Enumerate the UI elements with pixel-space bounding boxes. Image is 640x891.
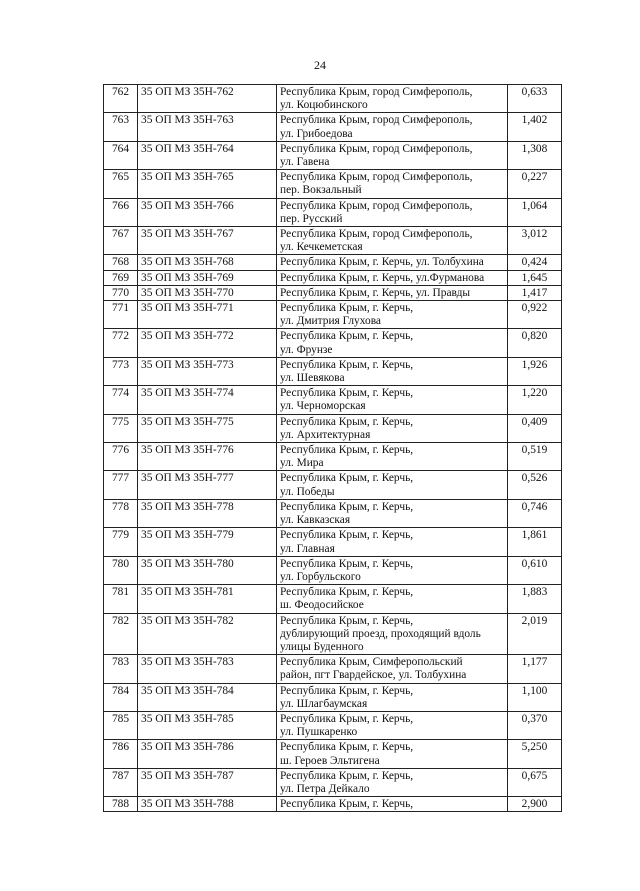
address-line: ул. Главная	[280, 542, 335, 555]
row-number: 781	[104, 585, 138, 613]
table-row	[104, 414, 562, 442]
address-line: ул. Гавена	[280, 156, 330, 169]
road-address	[277, 768, 508, 796]
address-line: Республика Крым, г. Керчь,	[280, 387, 414, 400]
address-line: ул. Кавказская	[280, 514, 351, 527]
table-row	[104, 386, 562, 414]
road-length: 5,250	[508, 740, 562, 768]
address-line: ш. Героев Эльтигена	[280, 754, 380, 767]
address-line: ул. Архитектурная	[280, 428, 371, 441]
road-code: 35 ОП МЗ 35Н-772	[138, 329, 277, 357]
road-address	[277, 198, 508, 226]
road-address	[277, 613, 508, 655]
road-length: 1,417	[508, 285, 562, 300]
road-code: 35 ОП МЗ 35Н-784	[138, 683, 277, 711]
road-address	[277, 227, 508, 255]
row-number: 783	[104, 655, 138, 683]
road-length: 1,100	[508, 683, 562, 711]
road-address	[277, 528, 508, 556]
road-length: 0,370	[508, 711, 562, 739]
table-row	[104, 740, 562, 768]
road-code: 35 ОП МЗ 35Н-785	[138, 711, 277, 739]
row-number: 772	[104, 329, 138, 357]
address-line: Республика Крым, г. Керчь, ул.Фурманова	[280, 271, 485, 284]
address-line: ул. Победы	[280, 485, 335, 498]
road-length: 1,861	[508, 528, 562, 556]
address-line: Республика Крым, г. Керчь,	[280, 798, 414, 811]
address-line: ул. Коцюбинского	[280, 99, 368, 112]
row-number: 762	[104, 85, 138, 113]
row-number: 766	[104, 198, 138, 226]
road-code: 35 ОП МЗ 35Н-786	[138, 740, 277, 768]
roads-table-body	[104, 85, 562, 812]
table-row	[104, 528, 562, 556]
address-line: ш. Феодосийское	[280, 599, 364, 612]
table-row	[104, 85, 562, 113]
table-row	[104, 301, 562, 329]
road-address	[277, 711, 508, 739]
address-line: Республика Крым, город Симферополь,	[280, 142, 473, 155]
road-length: 1,064	[508, 198, 562, 226]
road-code: 35 ОП МЗ 35Н-771	[138, 301, 277, 329]
address-line: ул. Пушкаренко	[280, 726, 358, 739]
table-row	[104, 797, 562, 812]
road-address	[277, 443, 508, 471]
address-line: ул. Грибоедова	[280, 127, 353, 140]
row-number: 773	[104, 357, 138, 385]
table-row	[104, 613, 562, 655]
address-line: Республика Крым, город Симферополь,	[280, 228, 473, 241]
address-line: Республика Крым, г. Керчь,	[280, 529, 414, 542]
road-code: 35 ОП МЗ 35Н-770	[138, 285, 277, 300]
table-row	[104, 683, 562, 711]
table-row	[104, 170, 562, 198]
row-number: 779	[104, 528, 138, 556]
road-address	[277, 85, 508, 113]
road-length: 0,227	[508, 170, 562, 198]
row-number: 767	[104, 227, 138, 255]
row-number: 771	[104, 301, 138, 329]
address-line: Республика Крым, г. Керчь,	[280, 330, 414, 343]
address-line: Республика Крым, г. Керчь,	[280, 684, 414, 697]
table-row	[104, 499, 562, 527]
table-row	[104, 768, 562, 796]
road-address	[277, 285, 508, 300]
table-row	[104, 443, 562, 471]
road-length: 0,409	[508, 414, 562, 442]
address-line: Республика Крым, г. Керчь,	[280, 614, 414, 627]
road-code: 35 ОП МЗ 35Н-773	[138, 357, 277, 385]
address-line: Республика Крым, г. Керчь,	[280, 712, 414, 725]
address-line: ул. Дмитрия Глухова	[280, 315, 381, 328]
road-code: 35 ОП МЗ 35Н-788	[138, 797, 277, 812]
road-address	[277, 556, 508, 584]
road-code: 35 ОП МЗ 35Н-778	[138, 499, 277, 527]
road-address	[277, 414, 508, 442]
row-number: 775	[104, 414, 138, 442]
address-line: Республика Крым, г. Керчь,	[280, 557, 414, 570]
table-row	[104, 329, 562, 357]
road-code: 35 ОП МЗ 35Н-767	[138, 227, 277, 255]
road-address	[277, 255, 508, 270]
road-address	[277, 270, 508, 285]
address-line: Республика Крым, г. Керчь, ул. Правды	[280, 286, 471, 299]
address-line: Республика Крым, г. Керчь,	[280, 302, 414, 315]
road-length: 0,526	[508, 471, 562, 499]
road-length: 0,746	[508, 499, 562, 527]
road-code: 35 ОП МЗ 35Н-787	[138, 768, 277, 796]
row-number: 776	[104, 443, 138, 471]
road-code: 35 ОП МЗ 35Н-769	[138, 270, 277, 285]
road-length: 0,519	[508, 443, 562, 471]
address-line: Республика Крым, город Симферополь,	[280, 171, 473, 184]
road-address	[277, 655, 508, 683]
row-number: 765	[104, 170, 138, 198]
address-line: Республика Крым, г. Керчь,	[280, 769, 414, 782]
table-row	[104, 711, 562, 739]
road-address	[277, 170, 508, 198]
road-address	[277, 499, 508, 527]
row-number: 778	[104, 499, 138, 527]
road-code: 35 ОП МЗ 35Н-766	[138, 198, 277, 226]
address-line: ул. Петра Дейкало	[280, 782, 370, 795]
address-line: ул. Черноморская	[280, 400, 366, 413]
road-length: 1,645	[508, 270, 562, 285]
row-number: 787	[104, 768, 138, 796]
road-code: 35 ОП МЗ 35Н-776	[138, 443, 277, 471]
road-code: 35 ОП МЗ 35Н-774	[138, 386, 277, 414]
road-address	[277, 386, 508, 414]
address-line: Республика Крым, город Симферополь,	[280, 86, 473, 98]
table-row	[104, 198, 562, 226]
road-length: 1,177	[508, 655, 562, 683]
road-length: 2,900	[508, 797, 562, 812]
road-address	[277, 113, 508, 141]
road-length: 1,883	[508, 585, 562, 613]
page-number: 24	[314, 58, 326, 72]
address-line: ул. Горбульского	[280, 570, 361, 583]
address-line: ул. Кечкеметская	[280, 241, 363, 254]
road-address	[277, 471, 508, 499]
road-length: 0,424	[508, 255, 562, 270]
table-row	[104, 141, 562, 169]
table-row	[104, 471, 562, 499]
table-row	[104, 270, 562, 285]
row-number: 769	[104, 270, 138, 285]
road-code: 35 ОП МЗ 35Н-777	[138, 471, 277, 499]
address-line: дублирующий проезд, проходящий вдоль	[280, 627, 481, 640]
address-line: Республика Крым, г. Керчь,	[280, 472, 414, 485]
address-line: ул. Шевякова	[280, 372, 345, 385]
road-length: 1,220	[508, 386, 562, 414]
road-length: 1,926	[508, 357, 562, 385]
address-line: Республика Крым, г. Керчь,	[280, 444, 414, 457]
address-line: Республика Крым, город Симферополь,	[280, 199, 473, 212]
address-line: Республика Крым, г. Керчь,	[280, 741, 414, 754]
row-number: 763	[104, 113, 138, 141]
road-code: 35 ОП МЗ 35Н-783	[138, 655, 277, 683]
road-code: 35 ОП МЗ 35Н-775	[138, 414, 277, 442]
road-length: 1,308	[508, 141, 562, 169]
address-line: Республика Крым, г. Керчь,	[280, 586, 414, 599]
address-line: Республика Крым, г. Керчь,	[280, 358, 414, 371]
address-line: Республика Крым, г. Керчь, ул. Толбухина	[280, 256, 484, 269]
road-code: 35 ОП МЗ 35Н-763	[138, 113, 277, 141]
road-address	[277, 683, 508, 711]
table-row	[104, 113, 562, 141]
road-length: 0,820	[508, 329, 562, 357]
row-number: 774	[104, 386, 138, 414]
address-line: Республика Крым, город Симферополь,	[280, 114, 473, 127]
address-line: Республика Крым, Симферопольский	[280, 656, 463, 669]
address-line: пер. Вокзальный	[280, 184, 362, 197]
road-code: 35 ОП МЗ 35Н-764	[138, 141, 277, 169]
row-number: 770	[104, 285, 138, 300]
table-row	[104, 285, 562, 300]
address-line: ул. Мира	[280, 457, 324, 470]
road-address	[277, 141, 508, 169]
address-line: ул. Шлагбаумская	[280, 697, 368, 710]
row-number: 764	[104, 141, 138, 169]
row-number: 782	[104, 613, 138, 655]
table-row	[104, 556, 562, 584]
road-code: 35 ОП МЗ 35Н-768	[138, 255, 277, 270]
address-line: Республика Крым, г. Керчь,	[280, 415, 414, 428]
road-address	[277, 329, 508, 357]
row-number: 785	[104, 711, 138, 739]
address-line: ул. Фрунзе	[280, 343, 333, 356]
address-line: Республика Крым, г. Керчь,	[280, 500, 414, 513]
row-number: 786	[104, 740, 138, 768]
road-length: 2,019	[508, 613, 562, 655]
road-length: 3,012	[508, 227, 562, 255]
road-length: 0,922	[508, 301, 562, 329]
road-code: 35 ОП МЗ 35Н-765	[138, 170, 277, 198]
road-address	[277, 585, 508, 613]
road-code: 35 ОП МЗ 35Н-781	[138, 585, 277, 613]
road-address	[277, 797, 508, 812]
road-address	[277, 740, 508, 768]
road-code: 35 ОП МЗ 35Н-762	[138, 85, 277, 113]
road-length: 0,610	[508, 556, 562, 584]
road-length: 0,633	[508, 85, 562, 113]
row-number: 768	[104, 255, 138, 270]
road-length: 0,675	[508, 768, 562, 796]
road-code: 35 ОП МЗ 35Н-780	[138, 556, 277, 584]
table-row	[104, 255, 562, 270]
row-number: 777	[104, 471, 138, 499]
road-address	[277, 357, 508, 385]
row-number: 784	[104, 683, 138, 711]
row-number: 788	[104, 797, 138, 812]
row-number: 780	[104, 556, 138, 584]
table-row	[104, 357, 562, 385]
table-row	[104, 585, 562, 613]
table-row	[104, 227, 562, 255]
road-code: 35 ОП МЗ 35Н-782	[138, 613, 277, 655]
road-length: 1,402	[508, 113, 562, 141]
road-code: 35 ОП МЗ 35Н-779	[138, 528, 277, 556]
address-line: пер. Русский	[280, 212, 343, 225]
address-line: улицы Буденного	[280, 640, 364, 653]
road-address	[277, 301, 508, 329]
roads-table	[103, 84, 562, 812]
table-row	[104, 655, 562, 683]
address-line: район, пгт Гвардейское, ул. Толбухина	[280, 669, 467, 682]
